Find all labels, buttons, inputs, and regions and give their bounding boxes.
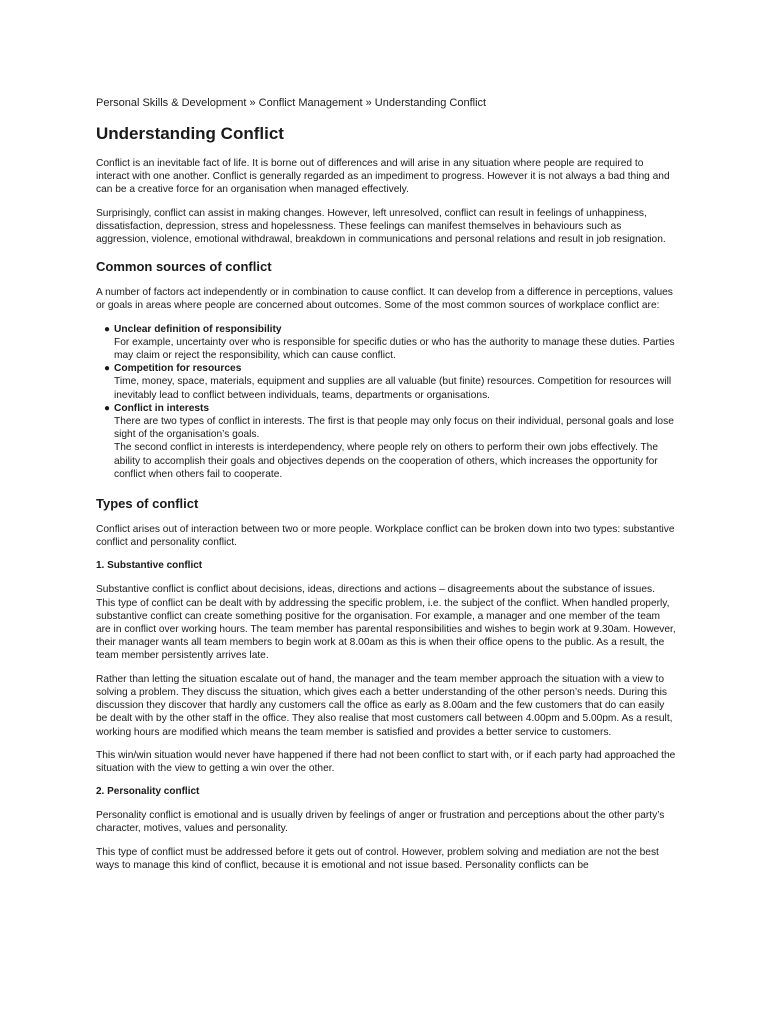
list-item-term: Conflict in interests bbox=[114, 402, 210, 414]
list-item-desc: For example, uncertainty over who is responsible for specific duties or who has the authority to manage these duties. Parties may claim or reject the responsibility, which can cause conflict. bbox=[114, 336, 675, 362]
list-item bbox=[104, 402, 676, 481]
substantive-paragraph-3: This win/win situation would never have happened if there had not been conflict to start with, or if each party had approached the situation with the view to getting a win over the other. bbox=[96, 749, 676, 774]
sources-list bbox=[96, 323, 676, 481]
bullet-icon: ● bbox=[104, 363, 111, 375]
personality-paragraph-2: This type of conflict must be addressed before it gets out of control. However, problem solving and mediation are not the best ways to manage this kind of conflict, because it is emotional and not issue based. Personality conflicts can be bbox=[96, 846, 659, 871]
personality-heading: 2. Personality conflict bbox=[96, 786, 200, 798]
page-title: Understanding Conflict bbox=[96, 124, 284, 143]
sources-lead: A number of factors act independently or in combination to cause conflict. It can develop from a difference in perceptions, values or goals in areas where people are concerned about outcomes. Some of the most common sources of workplace conflict are: bbox=[96, 287, 673, 312]
types-lead: Conflict arises out of interaction between two or more people. Workplace conflict can be broken down into two types: substantive conflict and personality conflict. bbox=[96, 524, 675, 549]
list-item bbox=[104, 323, 676, 363]
substantive-paragraph-2: Rather than letting the situation escalate out of hand, the manager and the team member approach the situation with a view to solving a problem. They discuss the situation, which gives each a better understanding of the other person’s needs. During this discussion they discover that hardly any customers call the office as early as 8.00am and the few customers that do can easily be dealt with by the other staff in the office. They also realise that most customers call between 4.00pm and 5.00pm. As a result, working hours are modified which means the team member is satisfied and provides a better service to customers. bbox=[96, 673, 673, 738]
list-item-term: Competition for resources bbox=[114, 363, 242, 375]
personality-paragraph-1: Personality conflict is emotional and is usually driven by feelings of anger or frustration and perceptions about the other party’s character, motives, values and personality. bbox=[96, 810, 665, 835]
list-item-term: Unclear definition of responsibility bbox=[114, 323, 282, 335]
substantive-paragraph-1: Substantive conflict is conflict about decisions, ideas, directions and actions – disagreements about the substance of issues. This type of conflict can be dealt with by addressing the specific problem, i.e. the subject of the conflict. When handled properly, substantive conflict can create something positive for the organisation. For example, a manager and one member of the team are in conflict over working hours. The team member has parental responsibilities and wishes to begin work at 9.30am. However, their manager wants all team members to begin work at 8.00am as this is when their office opens to the public. As a result, the team member persistently arrives late. bbox=[96, 584, 676, 662]
bullet-icon: ● bbox=[104, 402, 111, 414]
types-heading: Types of conflict bbox=[96, 496, 199, 512]
breadcrumb: Personal Skills & Development » Conflict Management » Understanding Conflict bbox=[96, 97, 487, 109]
list-item-desc: Time, money, space, materials, equipment and supplies are all valuable (but finite) resources. Competition for resources will inevitably lead to conflict between individuals, teams, departments or organisations. bbox=[114, 376, 672, 401]
list-item bbox=[104, 362, 676, 402]
document-page bbox=[96, 96, 676, 882]
bullet-icon: ● bbox=[104, 323, 111, 335]
sources-heading: Common sources of conflict bbox=[96, 259, 272, 275]
intro-paragraph-1: Conflict is an inevitable fact of life. It is borne out of differences and will arise in any situation where people are required to interact with one another. Conflict is generally regarded as an impediment to progress. However it is not always a bad thing and can be a creative force for an organisation when managed effectively. bbox=[96, 158, 670, 196]
intro-paragraph-2: Surprisingly, conflict can assist in making changes. However, left unresolved, conflict can result in feelings of unhappiness, dissatisfaction, depression, stress and hopelessness. These feelings can manifest themselves in behaviours such as aggression, violence, emotional withdrawal, breakdown in communications and personal relations and result in job resignation. bbox=[96, 207, 666, 246]
list-item-desc: There are two types of conflict in interests. The first is that people may only focus on their individual, personal goals and lose sight of the organisation’s goals. bbox=[114, 416, 674, 441]
list-item-desc: The second conflict in interests is interdependency, where people rely on others to perform their own jobs effectively. The ability to accomplish their goals and objectives depends on the cooperation of others, which increases the opportunity for conflict when others fail to cooperate. bbox=[114, 442, 658, 480]
substantive-heading: 1. Substantive conflict bbox=[96, 560, 203, 572]
